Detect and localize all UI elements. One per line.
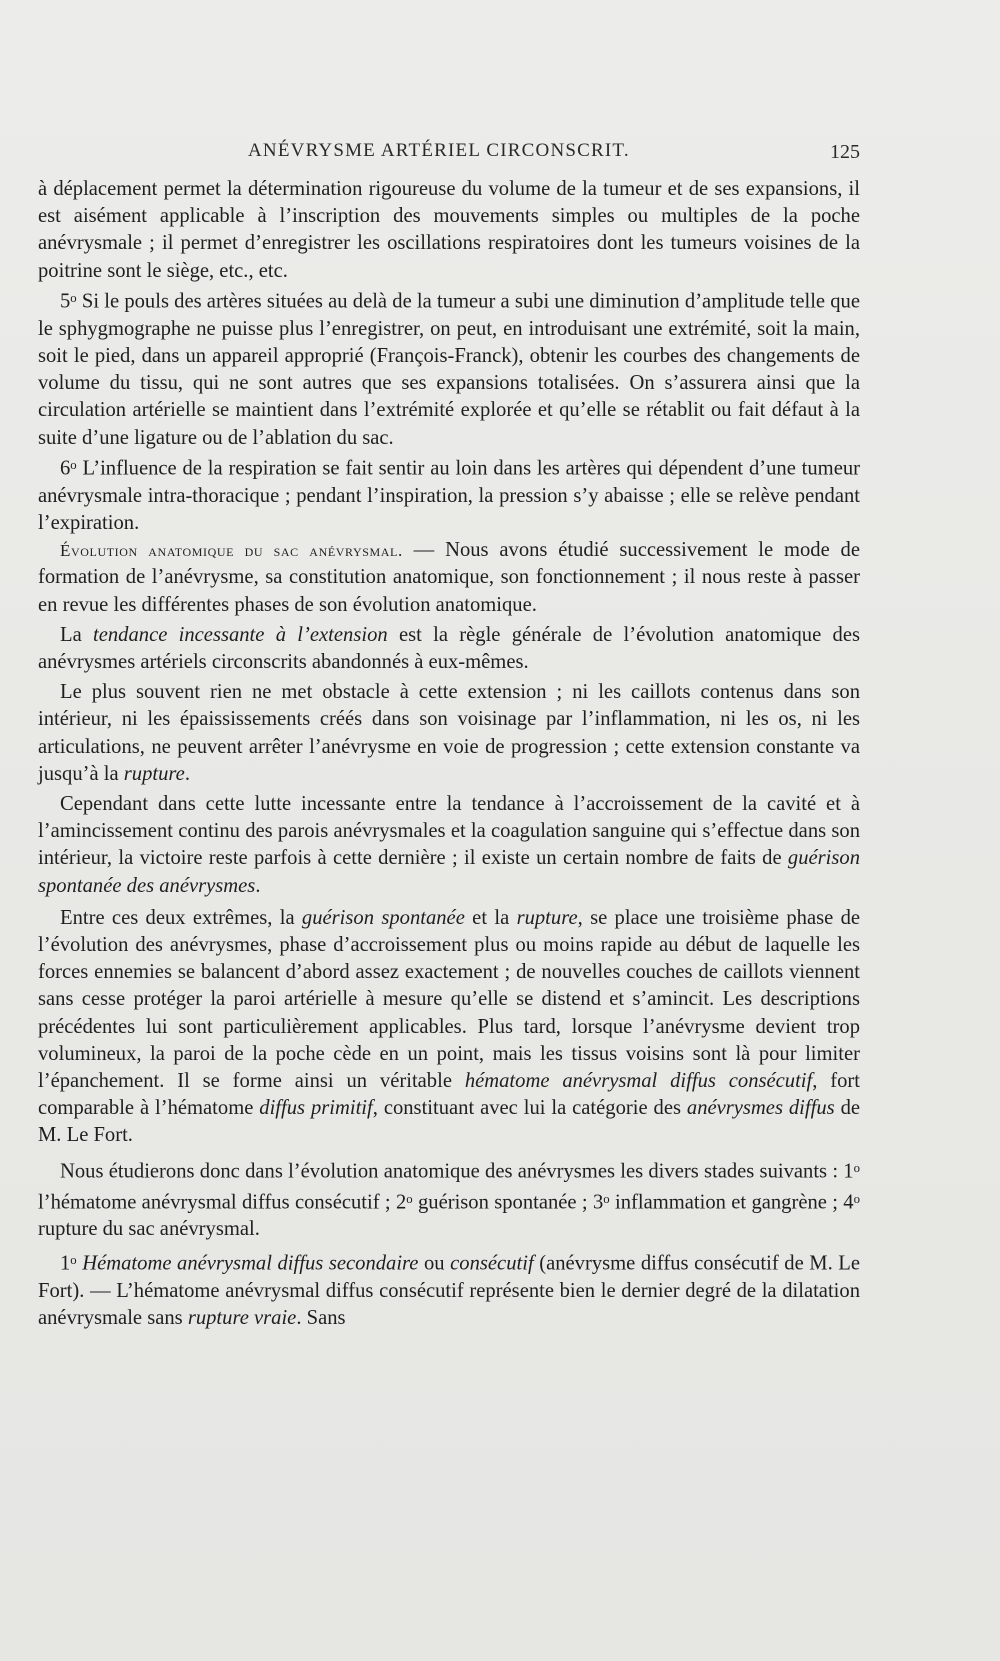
page-number: 125 (830, 141, 860, 163)
paragraph-item-6 (38, 452, 860, 537)
paragraph-extension (38, 679, 860, 788)
ordinal-mark: o (853, 1160, 860, 1175)
text-run: La (60, 623, 94, 646)
paragraph-stades (38, 1155, 860, 1244)
paragraph-text: L’influence de la respiration se fait sentir au loin dans les artères qui dépendent d’une tumeur anévrysmale intra-thoracique ; pendant l’inspiration, la pression s’y abaisse ; elle se relève pendant l’expiration. (38, 457, 860, 534)
text-run: et la (464, 906, 517, 929)
text-run: . Sans (296, 1306, 346, 1329)
italic-term: guérison spontanée (301, 906, 465, 929)
italic-term: guérison spontanée des anévrysmes (38, 847, 860, 897)
paragraph-tendance (38, 622, 860, 676)
paragraph-entre-ces-extremes (38, 905, 860, 1150)
paragraph-evolution-heading (38, 537, 860, 619)
text-run: , constituant avec lui la catégorie des (372, 1097, 687, 1120)
text-run: est la règle générale de l’évolution anatomique des anévrysmes artériels circonscrits abandonnés à eux-mêmes. (38, 623, 860, 673)
paragraph-text: Si le pouls des artères situées au delà de la tumeur a subi une diminution d’amplitude telle que le sphygmographe ne puisse plus l’enregistrer, on peut, en introduisant une extrémité, soit la main, soit le pied, dans un appareil approprié (François-Franck), obtenir les courbes des changements de volume du tissu, qui ne sont autres que ses expansions totalisées. On s’assurera ainsi que la circulation artérielle se maintient dans l’extrémité explorée et qu’elle se rétablit ou fait défaut à la suite d’une ligature ou de l’ablation du sac. (38, 290, 860, 449)
ordinal-mark: o (853, 1191, 860, 1206)
text-run: ou (418, 1252, 451, 1275)
italic-term: rupture vraie (187, 1306, 297, 1329)
ordinal-mark: o (406, 1191, 413, 1206)
running-title: ANÉVRYSME ARTÉRIEL CIRCONSCRIT. (248, 140, 630, 161)
ordinal-mark: o (70, 457, 77, 472)
text-run: Le plus souvent rien ne met obstacle à cette extension ; ni les caillots contenus dans son intérieur, ni les épaississements créés dans son voisinage par l’inflammation, ni les os, ni les articulations, ne peuvent arrêter l’anévrysme en voie de progression ; cette extension constante va jusqu’à la (38, 681, 860, 785)
ordinal-mark: o (603, 1191, 610, 1206)
body-text (38, 176, 860, 1332)
item-number: 6 (60, 457, 71, 480)
italic-term: diffus primitif (259, 1097, 373, 1120)
italic-term: Hématome anévrysmal diffus secondaire (76, 1252, 419, 1275)
paragraph-continuation (38, 176, 860, 285)
text-run: , se place une troisième phase de l’évolution des anévrysmes, phase d’accroissement plus ou moins rapide au début de laquelle les forces ennemies se balancent d’abord assez exactement ; de nouvelles couches de caillots viennent sans cesse protéger la paroi artérielle à mesure qu’elle se distend et s’amincit. Les descriptions précédentes lui sont particulièrement applicables. Plus tard, lorsque l’anévrysme devient trop volumineux, la paroi de la poche cède en un point, mais les tissus voisins sont là pour limiter l’épanchement. Il se forme ainsi un véritable (38, 906, 861, 1092)
ordinal-mark: o (70, 290, 77, 305)
page-header (0, 140, 1000, 166)
text-run: , fort comparable à l’hématome (38, 1069, 860, 1120)
ordinal-mark: o (70, 1252, 77, 1267)
italic-term: anévrysmes diffus (686, 1097, 835, 1120)
text-run: (anévrysme diffus consécutif de M. Le Fort). — L’hématome anévrysmal diffus consécutif représente bien le dernier degré de la dilatation anévrysmale sans (38, 1252, 861, 1329)
text-run: l’hématome anévrysmal diffus consécutif ; 2 (38, 1191, 407, 1214)
italic-term: tendance incessante à l’extension (93, 623, 388, 646)
text-run: rupture du sac anévrysmal. (38, 1218, 260, 1241)
italic-term: hématome anévrysmal diffus consécutif (464, 1069, 813, 1092)
paragraph-cependant (38, 791, 860, 900)
item-number: 5 (60, 290, 71, 313)
italic-term: rupture (123, 762, 185, 785)
italic-term: consécutif (450, 1252, 534, 1275)
text-run: . (255, 874, 261, 897)
section-run-in-heading: Évolution anatomique du sac anévrysmal. (60, 541, 403, 561)
paragraph-item-5 (38, 285, 860, 452)
item-number: 1 (60, 1252, 71, 1275)
text-run: guérison spontanée ; 3 (412, 1191, 604, 1214)
text-run: Entre ces deux extrêmes, la (60, 906, 302, 929)
italic-term: rupture (516, 906, 578, 929)
text-run: Nous étudierons donc dans l’évolution anatomique des anévrysmes les divers stades suivants : 1 (60, 1160, 854, 1183)
text-run: de M. Le Fort. (38, 1097, 861, 1147)
text-run: inflammation et gangrène ; 4 (609, 1191, 854, 1214)
paragraph-text: à déplacement permet la détermination rigoureuse du volume de la tumeur et de ses expansions, il est aisément applicable à l’inscription des mouvements simples ou multiples de la poche anévrysmale ; il permet d’enregistrer les oscillations respiratoires dont les tumeurs voisines de la poitrine sont le siège, etc., etc. (38, 178, 860, 282)
paragraph-hematome (38, 1247, 860, 1332)
text-run: Cependant dans cette lutte incessante entre la tendance à l’accroissement de la cavité et à l’amincissement continu des parois anévrysmales et la coagulation sanguine qui s’effectue dans son intérieur, la victoire reste parfois à cette dernière ; il existe un certain nombre de faits de (38, 792, 860, 870)
paragraph-text: — Nous avons étudié successivement le mode de formation de l’anévrysme, sa constitution anatomique, son fonctionnement ; il nous reste à passer en revue les différentes phases de son évolution anatomique. (38, 539, 860, 616)
text-run: . (184, 762, 190, 785)
